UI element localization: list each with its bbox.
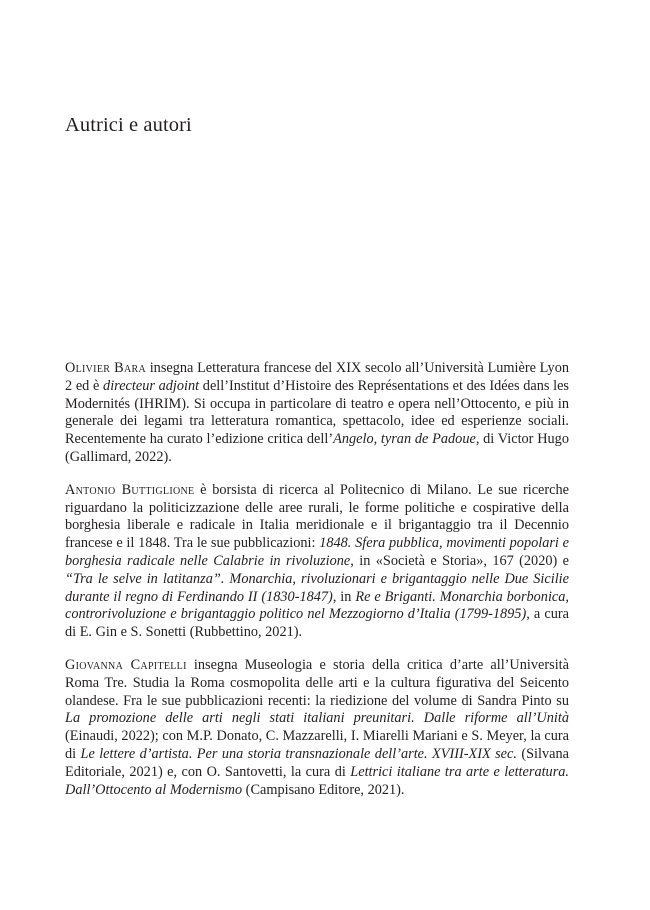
bio-text: (Silvana Editoriale, 2021) e, con O. Santovetti, la cura di: [65, 745, 569, 780]
author-entry: [65, 360, 569, 467]
page-title: Autrici e autori: [65, 114, 192, 136]
bio-text: , a cura di E. Gin e S. Sonetti (Rubbettino, 2021).: [65, 606, 569, 641]
italic-title-text: Angelo, tyran de Padoue: [333, 431, 476, 448]
bio-text: (Einaudi, 2022); con M.P. Donato, C. Mazzarelli, I. Miarelli Mariani e S. Meyer, la cura di: [65, 728, 569, 762]
bio-text: , in: [332, 588, 356, 605]
author-name: Antonio Buttiglione: [65, 481, 195, 498]
italic-title-text: Re e Briganti. Monarchia borbonica, controrivoluzione e brigantaggio politico nel Mezzogiorno d’Italia (1799-1895): [65, 588, 570, 623]
italic-title-text: 1848. Sfera pubblica, movimenti popolari e borghesia radicale nelle Calabrie in rivoluzione: [65, 535, 569, 569]
bio-text: , in «Società e Storia», 167 (2020) e: [350, 552, 569, 569]
bio-text: insegna Letteratura francese del XIX secolo all’Università Lumière Lyon 2 ed è: [65, 360, 569, 394]
italic-title-text: Lettrici italiane tra arte e letteratura. Dall’Ottocento al Modernismo: [65, 763, 569, 798]
bio-text: è borsista di ricerca al Politecnico di Milano. Le sue ricerche riguardano la politicizzazione delle aree rurali, le forme politiche e cospirative della borghesia liberale e radicale in Italia meridionale e il brigantaggio tra il Decennio francese e il 1848. Tra le sue pubblicazioni:: [65, 481, 569, 552]
bio-text: insegna Museologia e storia della critica d’arte all’Università Roma Tre. Studia la Roma cosmopolita delle arti e la cultura figurativa del Seicento olandese. Fra le sue pubblicazioni recenti: la riedizione del volume di Sandra Pinto su: [65, 656, 569, 709]
italic-title-text: “Tra le selve in latitanza”. Monarchia, rivoluzionari e brigantaggio nelle Due Sicilie durante il regno di Ferdinando II (1830-1847): [65, 570, 569, 605]
author-entry: [65, 482, 569, 642]
bio-text: , di Victor Hugo (Gallimard, 2022).: [65, 431, 569, 465]
bio-text: (Campisano Editore, 2021).: [242, 781, 405, 798]
italic-title-text: La promozione delle arti negli stati italiani preunitari. Dalle riforme all’Unità: [65, 710, 569, 727]
italic-title-text: directeur adjoint: [103, 377, 200, 394]
author-name: Giovanna Capitelli: [65, 656, 187, 673]
bio-text: dell’Institut d’Histoire des Représentations et des Idées dans les Modernités (IHRIM). Si occupa in particolare di teatro e opera nell’Ottocento, e più in generale dei legami tra letteratura romantica, spettacolo, idee ed esperienze sociali. Recentemente ha curato l’edizione critica dell’: [65, 377, 569, 448]
italic-title-text: Le lettere d’artista. Per una storia transnazionale dell’arte. XVIII-XIX sec.: [80, 745, 517, 762]
author-entries: [65, 360, 569, 814]
author-name: Olivier Bara: [65, 360, 147, 376]
author-entry: [65, 657, 569, 799]
